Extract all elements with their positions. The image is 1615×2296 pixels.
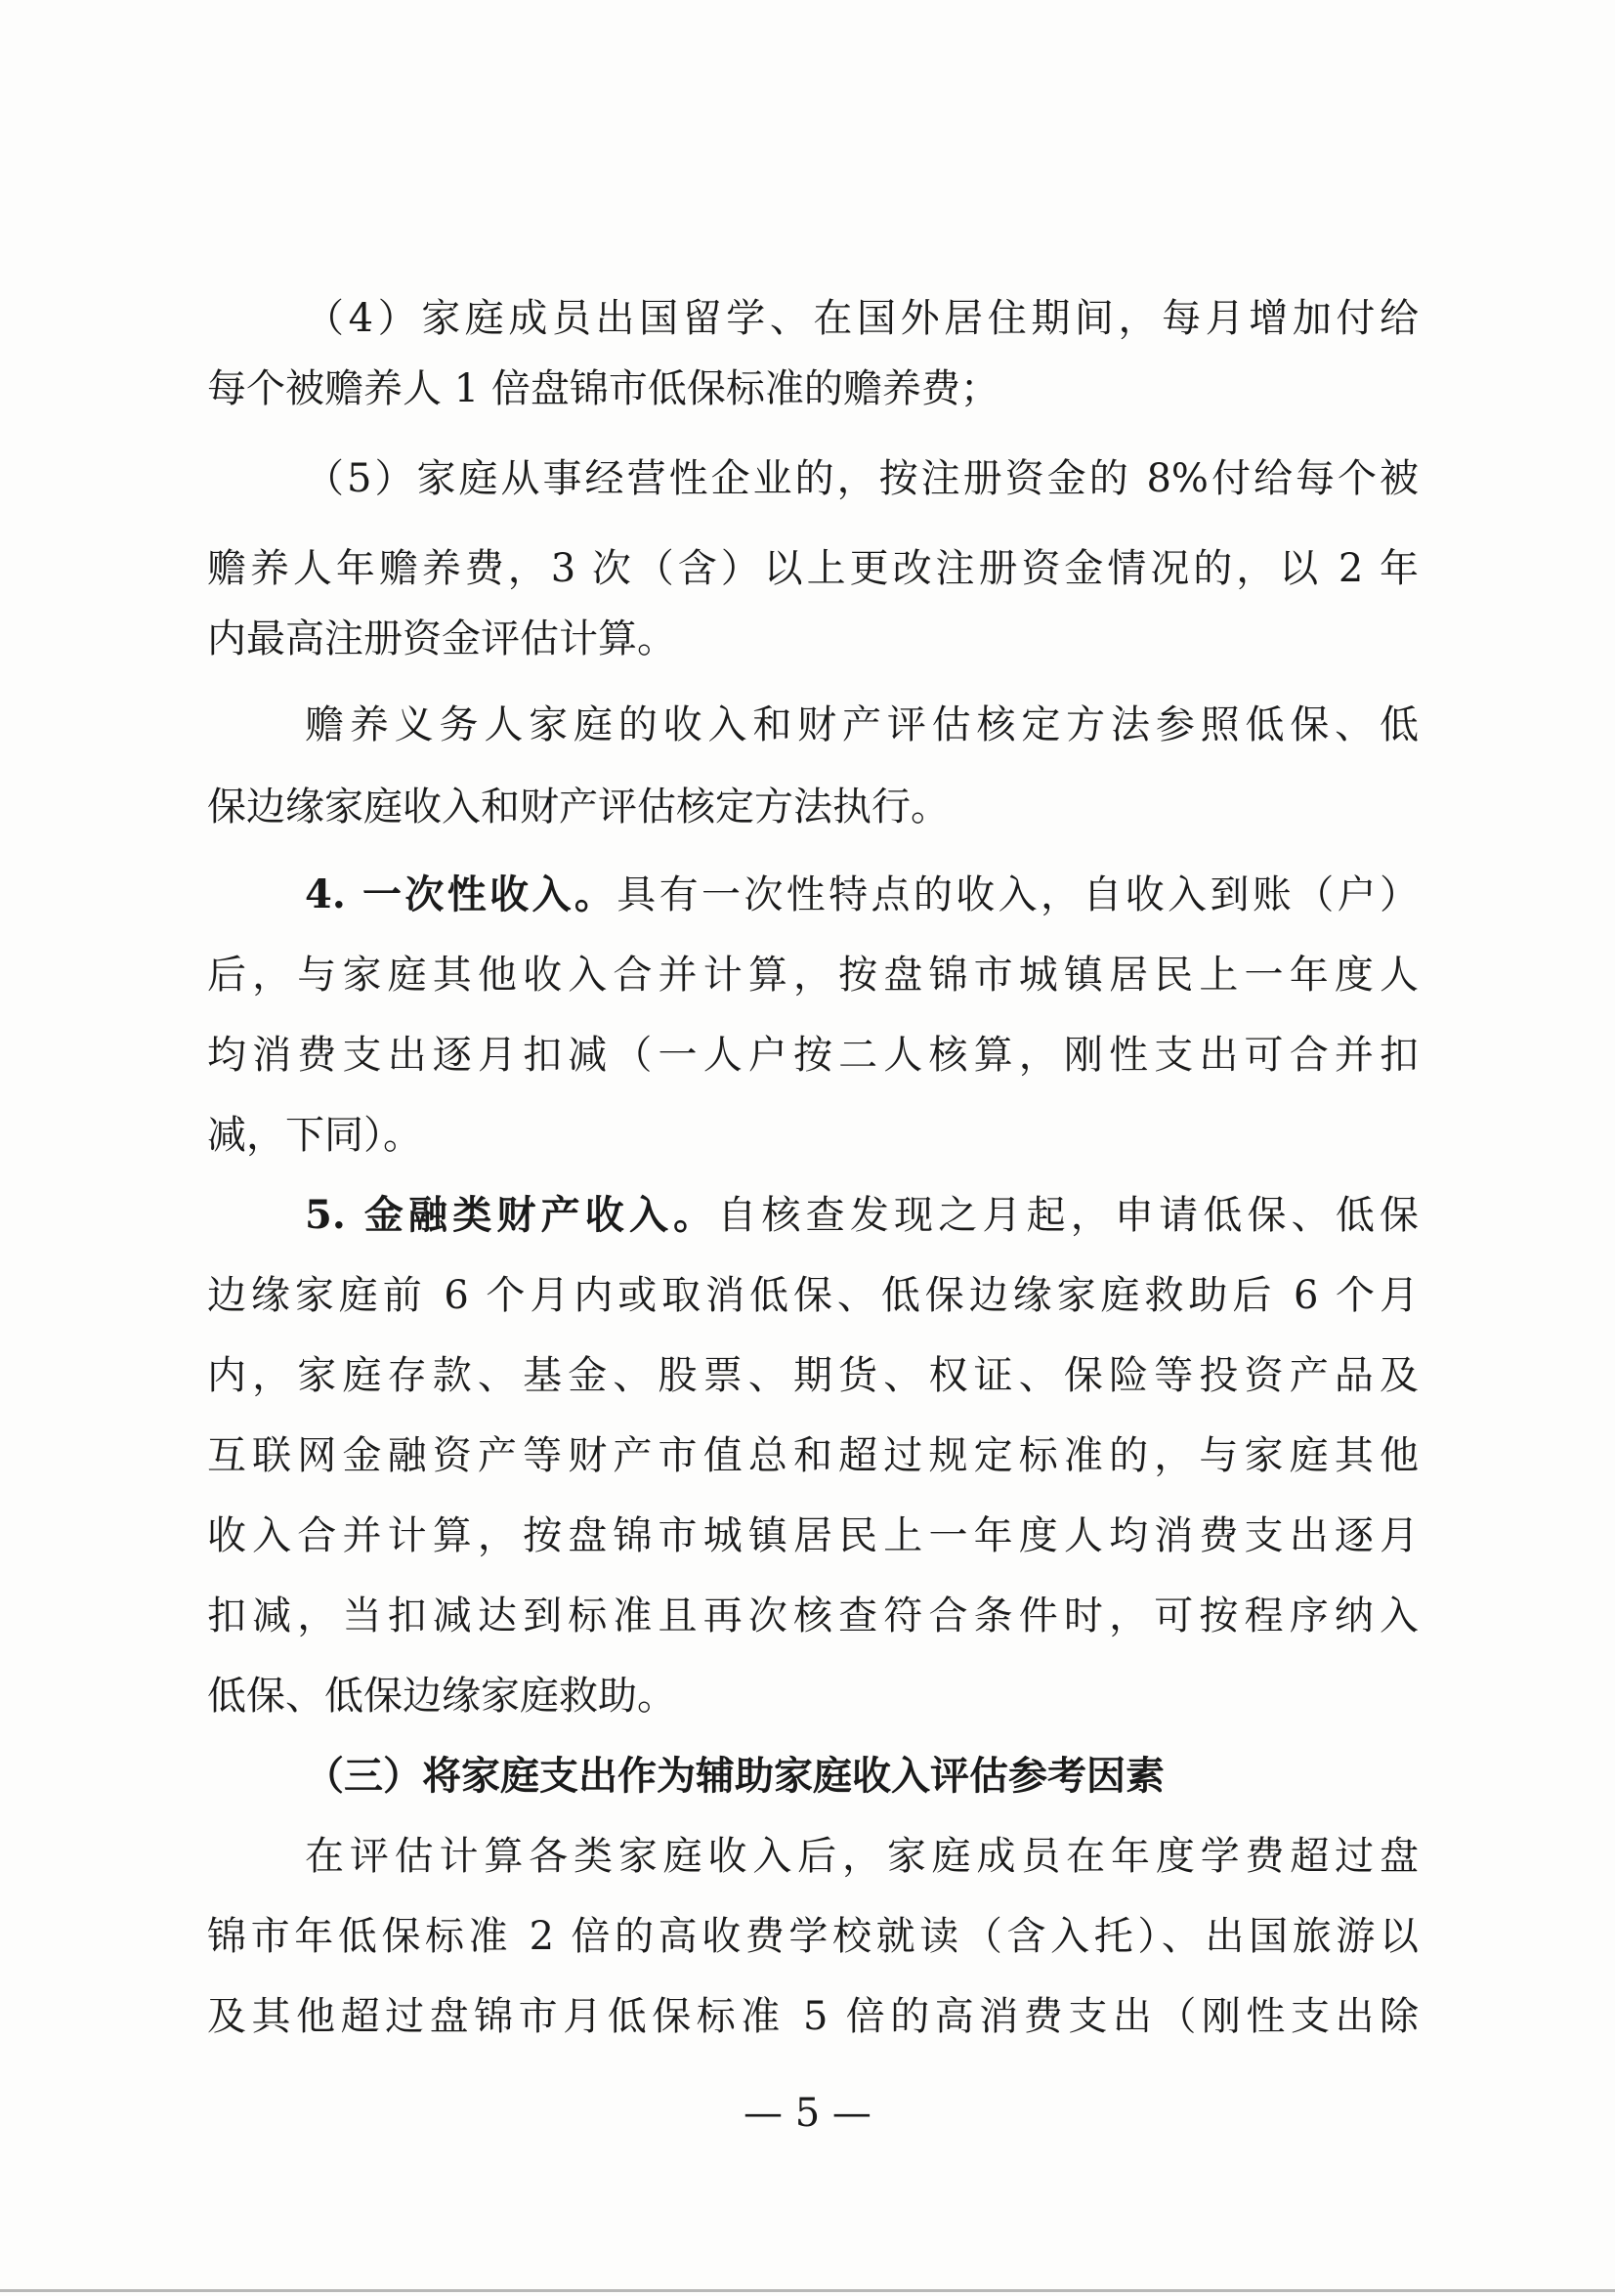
text-line: 锦市年低保标准 2 倍的高收费学校就读（含入托）、出国旅游以 bbox=[207, 1914, 1419, 1959]
text-line: 保边缘家庭收入和财产评估核定方法执行。 bbox=[207, 785, 950, 829]
text-line: 内最高注册资金评估计算。 bbox=[207, 617, 676, 661]
text-line: 后，与家庭其他收入合并计算，按盘锦市城镇居民上一年度人 bbox=[207, 953, 1419, 998]
text-line: 赡养人年赡养费，3 次（含）以上更改注册资金情况的，以 2 年 bbox=[207, 546, 1419, 591]
text-line: 互联网金融资产等财产市值总和超过规定标准的，与家庭其他 bbox=[207, 1433, 1419, 1478]
text-line: 赡养义务人家庭的收入和财产评估核定方法参照低保、低 bbox=[305, 702, 1419, 747]
text-line: 低保、低保边缘家庭救助。 bbox=[207, 1674, 676, 1719]
scan-edge-divider bbox=[0, 2289, 1615, 2292]
text-run: 具有一次性特点的收入，自收入到账（户） bbox=[616, 872, 1419, 917]
text-line: （4）家庭成员出国留学、在国外居住期间，每月增加付给 bbox=[305, 296, 1419, 341]
paragraph-4-first-line bbox=[305, 860, 1419, 930]
text-line: 减，下同）。 bbox=[207, 1113, 422, 1158]
section-heading: （三）将家庭支出作为辅助家庭收入评估参考因素 bbox=[305, 1753, 1165, 1799]
heading-one-time-income: 4. 一次性收入。 bbox=[305, 872, 617, 917]
heading-financial-property-income: 5. 金融类财产收入。 bbox=[305, 1192, 718, 1238]
text-run: 自核查发现之月起，申请低保、低保 bbox=[717, 1193, 1419, 1238]
text-line: （5）家庭从事经营性企业的，按注册资金的 8%付给每个被 bbox=[305, 456, 1419, 501]
text-line: 扣减，当扣减达到标准且再次核查符合条件时，可按程序纳入 bbox=[207, 1594, 1419, 1638]
page-number: — 5 — bbox=[744, 2091, 871, 2136]
text-line: 均消费支出逐月扣减（一人户按二人核算，刚性支出可合并扣 bbox=[207, 1033, 1419, 1078]
text-line: 内，家庭存款、基金、股票、期货、权证、保险等投资产品及 bbox=[207, 1353, 1419, 1398]
text-line: 及其他超过盘锦市月低保标准 5 倍的高消费支出（刚性支出除 bbox=[207, 1994, 1419, 2039]
text-line: 收入合并计算，按盘锦市城镇居民上一年度人均消费支出逐月 bbox=[207, 1513, 1419, 1558]
text-line: 边缘家庭前 6 个月内或取消低保、低保边缘家庭救助后 6 个月 bbox=[207, 1273, 1419, 1318]
text-line: 每个被赡养人 1 倍盘锦市低保标准的赡养费； bbox=[207, 366, 999, 411]
paragraph-5-first-line bbox=[305, 1180, 1419, 1251]
text-line: 在评估计算各类家庭收入后，家庭成员在年度学费超过盘 bbox=[305, 1834, 1419, 1879]
